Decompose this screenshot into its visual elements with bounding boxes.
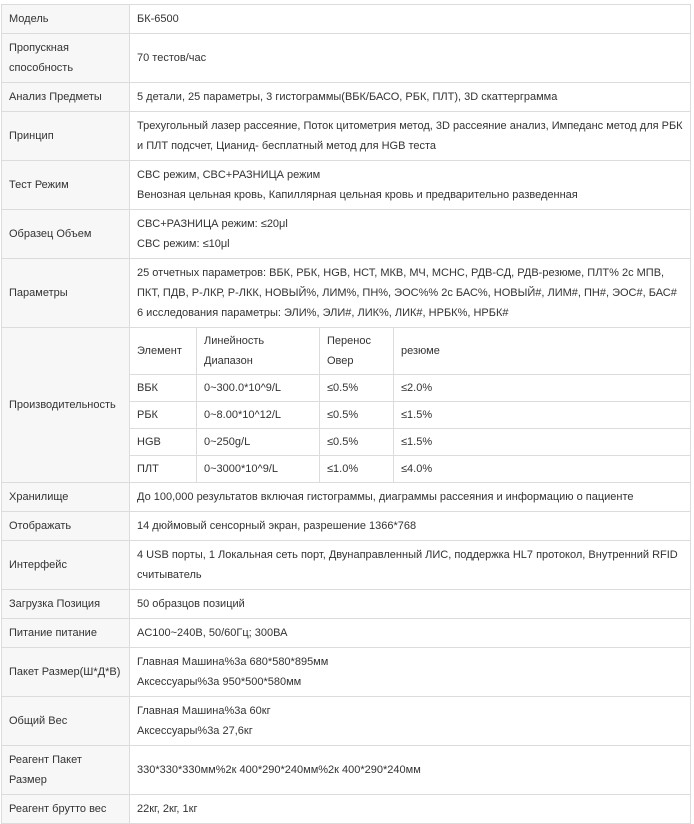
spec-label: Анализ Предметы — [2, 83, 130, 112]
perf-carryover: ≤0.5% — [320, 375, 394, 402]
spec-value-line: AC100~240В, 50/60Гц; 300ВА — [137, 627, 288, 639]
spec-label: Хранилище — [2, 483, 130, 512]
perf-element: ПЛТ — [130, 456, 197, 483]
spec-value-line: 4 USB порты, 1 Локальная сеть порт, Двунаправленный ЛИС, поддержка HL7 протокол, Внутренний RFID считыватель — [137, 549, 678, 581]
spec-row-analysis-items — [2, 83, 691, 112]
spec-value — [130, 483, 691, 512]
spec-row-reagent-gross-weight — [2, 795, 691, 824]
performance-row-wbc — [130, 375, 690, 402]
spec-row-power — [2, 619, 691, 648]
spec-row-package-size — [2, 648, 691, 697]
perf-header-linearity — [197, 328, 320, 375]
perf-element: РБК — [130, 402, 197, 429]
perf-header-carryover — [320, 328, 394, 375]
spec-row-reagent-package-size — [2, 746, 691, 795]
spec-label: Общий Вес — [2, 697, 130, 746]
spec-label: Производительность — [2, 328, 130, 483]
spec-value — [130, 795, 691, 824]
spec-row-model — [2, 5, 691, 34]
spec-row-principle — [2, 112, 691, 161]
spec-value-line: 330*330*330мм%2к 400*290*240мм%2к 400*290*240мм — [137, 764, 421, 776]
spec-value — [130, 648, 691, 697]
spec-row-parameters — [2, 259, 691, 328]
spec-value-line: 6 исследования параметры: ЭЛИ%, ЭЛИ#, ЛИК%, ЛИК#, НРБК%, НРБК# — [137, 307, 509, 319]
spec-table-body — [2, 5, 691, 824]
perf-header-line: Овер — [327, 355, 354, 367]
spec-label: Принцип — [2, 112, 130, 161]
performance-table — [130, 328, 690, 482]
spec-value-line: Аксессуары%3а 950*500*580мм — [137, 676, 302, 688]
perf-cv: ≤1.5% — [394, 402, 691, 429]
spec-value-line: 50 образцов позиций — [137, 598, 245, 610]
spec-label: Параметры — [2, 259, 130, 328]
spec-value-line: CBC режим, CBC+РАЗНИЦА режим — [137, 169, 321, 181]
spec-row-loading-positions — [2, 590, 691, 619]
spec-label: Реагент брутто вес — [2, 795, 130, 824]
spec-value — [130, 112, 691, 161]
spec-value — [130, 34, 691, 83]
perf-element: ВБК — [130, 375, 197, 402]
spec-label: Интерфейс — [2, 541, 130, 590]
spec-value-line: Венозная цельная кровь, Капиллярная цельная кровь и предварительно разведенная — [137, 189, 578, 201]
spec-row-throughput — [2, 34, 691, 83]
spec-row-performance — [2, 328, 691, 483]
spec-value — [130, 83, 691, 112]
performance-row-plt — [130, 456, 690, 483]
perf-header-element: Элемент — [130, 328, 197, 375]
perf-header-cv: резюме — [394, 328, 691, 375]
performance-header-row — [130, 328, 690, 375]
spec-row-sample-volume — [2, 210, 691, 259]
spec-value-line: До 100,000 результатов включая гистограммы, диаграммы рассеяния и информацию о пациенте — [137, 491, 634, 503]
spec-label: Тест Режим — [2, 161, 130, 210]
spec-row-display — [2, 512, 691, 541]
perf-range: 0~250g/L — [197, 429, 320, 456]
perf-range: 0~8.00*10^12/L — [197, 402, 320, 429]
perf-carryover: ≤0.5% — [320, 429, 394, 456]
perf-range: 0~3000*10^9/L — [197, 456, 320, 483]
performance-row-rbc — [130, 402, 690, 429]
perf-header-line: Линейность — [204, 335, 265, 347]
spec-value — [130, 210, 691, 259]
spec-value — [130, 590, 691, 619]
perf-cv: ≤2.0% — [394, 375, 691, 402]
perf-carryover: ≤1.0% — [320, 456, 394, 483]
spec-value — [130, 619, 691, 648]
spec-label: Пропускная способность — [2, 34, 130, 83]
perf-header-line: Диапазон — [204, 355, 253, 367]
spec-value-line: 5 детали, 25 параметры, 3 гистограммы(ВБК/БАСО, РБК, ПЛТ), 3D скаттерграмма — [137, 91, 558, 103]
perf-cv: ≤4.0% — [394, 456, 691, 483]
spec-value-line: 25 отчетных параметров: ВБК, РБК, HGB, НСТ, МКВ, МЧ, МСНС, РДВ-СД, РДВ-резюме, ПЛТ% 2с МПВ, ПКТ, ПДВ, Р-ЛКР, Р-ЛКК, НОВЫЙ%, ЛИМ%, ПН%, ЭОС%% 2с БАС%, НОВЫЙ#, ЛИМ#, ПН#, ЭОС#, БАС# — [137, 267, 677, 299]
spec-value — [130, 746, 691, 795]
spec-value — [130, 512, 691, 541]
spec-label: Образец Объем — [2, 210, 130, 259]
performance-row-hgb — [130, 429, 690, 456]
spec-value-line: 22кг, 2кг, 1кг — [137, 803, 198, 815]
spec-value-line: 14 дюймовый сенсорный экран, разрешение 1366*768 — [137, 520, 417, 532]
perf-carryover: ≤0.5% — [320, 402, 394, 429]
spec-value-line: 70 тестов/час — [137, 52, 207, 64]
specifications-table — [1, 4, 691, 824]
spec-label: Модель — [2, 5, 130, 34]
spec-row-interface — [2, 541, 691, 590]
spec-label: Отображать — [2, 512, 130, 541]
spec-value-line: Главная Машина%3а 60кг — [137, 705, 271, 717]
spec-value — [130, 259, 691, 328]
spec-label: Загрузка Позиция — [2, 590, 130, 619]
spec-row-storage — [2, 483, 691, 512]
perf-cv: ≤1.5% — [394, 429, 691, 456]
spec-value — [130, 5, 691, 34]
spec-value — [130, 161, 691, 210]
perf-header-line: Перенос — [327, 335, 371, 347]
performance-table-body — [130, 328, 690, 482]
spec-value-line: Главная Машина%3а 680*580*895мм — [137, 656, 329, 668]
spec-label: Реагент Пакет Размер — [2, 746, 130, 795]
spec-value-line: CBC+РАЗНИЦА режим: ≤20μl — [137, 218, 288, 230]
spec-value-line: БК-6500 — [137, 13, 179, 25]
spec-row-total-weight — [2, 697, 691, 746]
spec-label: Пакет Размер(Ш*Д*В) — [2, 648, 130, 697]
spec-value-line: Трехугольный лазер рассеяние, Поток цитометрия метод, 3D рассеяние анализ, Импеданс метод для РБК и ПЛТ подсчет, Цианид- бесплатный метод для HGB теста — [137, 120, 683, 152]
spec-value — [130, 541, 691, 590]
perf-element: HGB — [130, 429, 197, 456]
spec-value-line: CBC режим: ≤10μl — [137, 238, 230, 250]
spec-value-line: Аксессуары%3а 27,6кг — [137, 725, 253, 737]
spec-row-test-mode — [2, 161, 691, 210]
spec-value — [130, 697, 691, 746]
spec-label: Питание питание — [2, 619, 130, 648]
perf-range: 0~300.0*10^9/L — [197, 375, 320, 402]
performance-cell — [130, 328, 691, 483]
